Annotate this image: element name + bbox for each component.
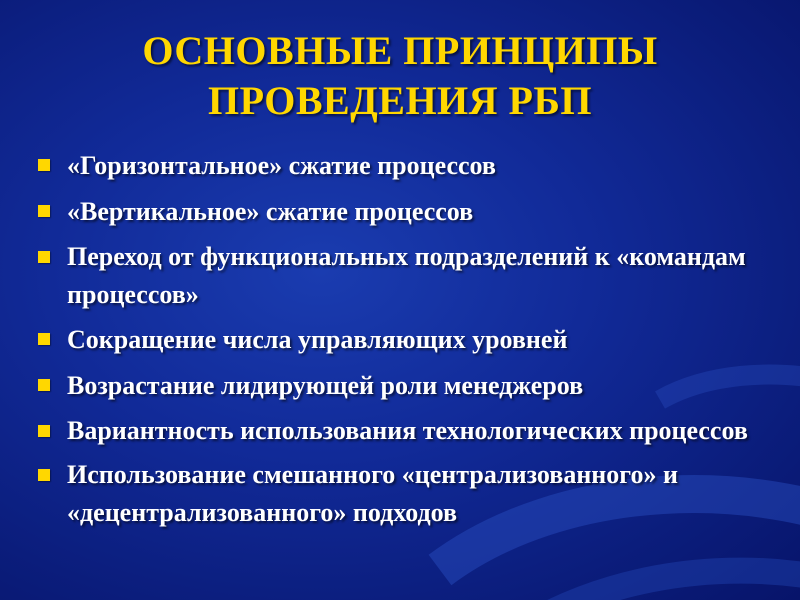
square-bullet-icon <box>38 469 50 481</box>
bullet-text: Сокращение числа управляющих уровней <box>67 325 568 354</box>
square-bullet-icon <box>38 425 50 437</box>
title-line-1: ОСНОВНЫЕ ПРИНЦИПЫ <box>142 28 658 73</box>
bullet-item <box>38 456 778 532</box>
bullet-item <box>38 238 778 314</box>
slide-title <box>0 26 800 126</box>
bullet-item <box>38 192 778 232</box>
bullet-text: «Горизонтальное» сжатие процессов <box>67 151 496 180</box>
bullet-text: Использование смешанного «централизованного» и «децентрализованного» подходов <box>67 460 678 527</box>
bullet-text: «Вертикальное» сжатие процессов <box>67 197 474 226</box>
bullet-text: Переход от функциональных подразделений к «командам процессов» <box>67 242 746 309</box>
bullet-item <box>38 320 778 360</box>
bullet-item <box>38 412 778 450</box>
bullet-list <box>38 146 778 538</box>
square-bullet-icon <box>38 205 50 217</box>
square-bullet-icon <box>38 251 50 263</box>
square-bullet-icon <box>38 333 50 345</box>
title-line-2: ПРОВЕДЕНИЯ РБП <box>207 78 593 123</box>
square-bullet-icon <box>38 379 50 391</box>
bullet-item <box>38 366 778 406</box>
bullet-text: Возрастание лидирующей роли менеджеров <box>67 371 584 400</box>
bullet-text: Вариантность использования технологических процессов <box>67 416 748 445</box>
bullet-item <box>38 146 778 186</box>
square-bullet-icon <box>38 159 50 171</box>
